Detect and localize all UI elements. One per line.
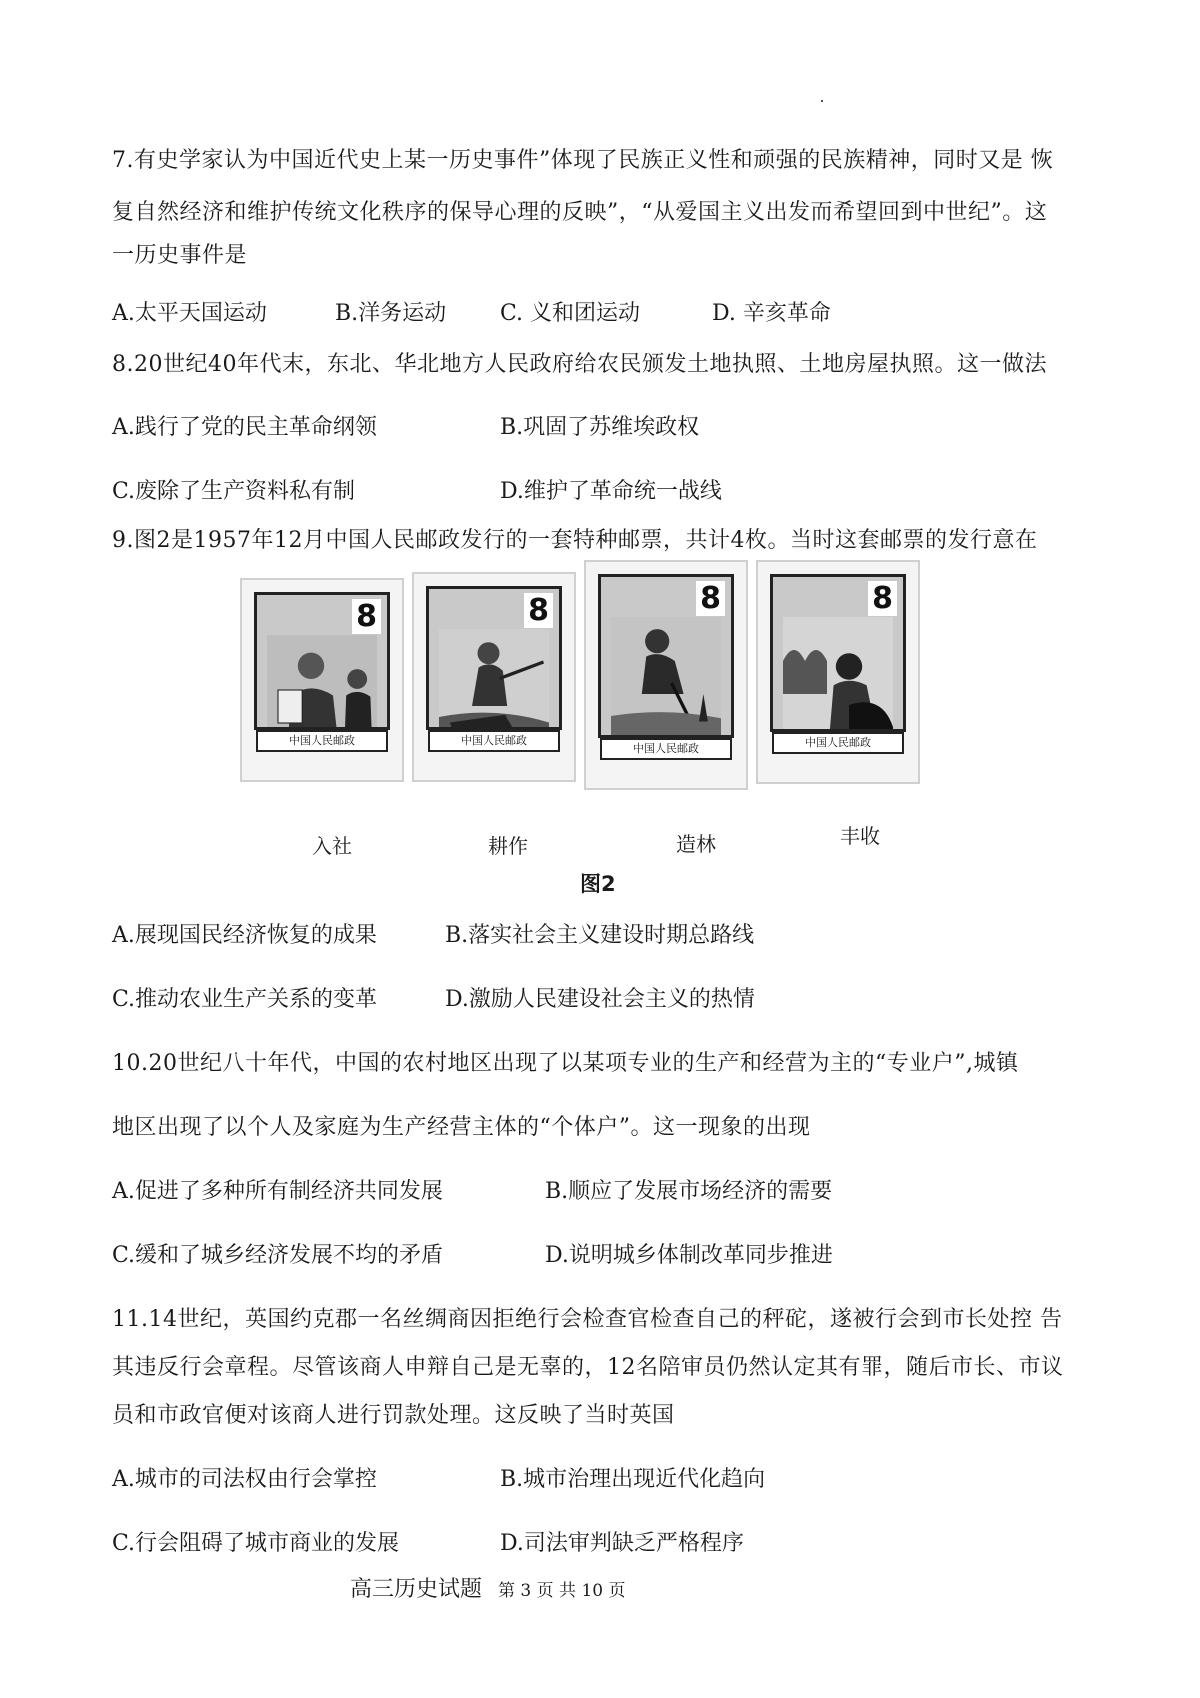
stamp-caption-3: 造林: [676, 832, 716, 856]
q9-stem-line1: 9.图2是1957年12月中国人民邮政发行的一套特种邮票，共计4枚。当时这套邮票的发行意在: [112, 528, 1038, 553]
q7-stem-line2: 复自然经济和维护传统文化秩序的保导心理的反映”，“从爱国主义出发而希望回到中世纪”。这: [112, 200, 1048, 225]
stamp-image: [426, 586, 562, 730]
stamp-afforestation: [584, 560, 748, 790]
q9-option-d: D.激励人民建设社会主义的热情: [445, 987, 755, 1012]
footer-title: 高三历史试题: [350, 1577, 483, 1602]
stamp-illustration: [267, 635, 377, 730]
q8-option-a: A.践行了党的民主革命纲领: [112, 415, 377, 440]
stamp-illustration: [783, 617, 893, 732]
q11-stem-line3: 员和市政官便对该商人进行罚款处理。这反映了当时英国: [112, 1403, 675, 1428]
stamp-illustration: [611, 617, 721, 738]
page-footer: [350, 1572, 625, 1603]
stamp-caption-2: 耕作: [488, 834, 528, 858]
stamp-denomination: 8: [868, 581, 897, 616]
q11-option-b: B.城市治理出现近代化趋向: [500, 1467, 766, 1492]
stamp-denomination: 8: [524, 593, 553, 628]
stamp-illustration: [439, 629, 549, 730]
q8-option-b: B.巩固了苏维埃政权: [500, 415, 700, 440]
stamp-harvest: [756, 560, 920, 784]
figure-label: 图2: [580, 872, 616, 896]
q9-option-b: B.落实社会主义建设时期总路线: [445, 923, 755, 948]
q8-option-d: D.维护了革命统一战线: [500, 479, 722, 504]
stamp-issuer-text: 中国人民邮政: [428, 730, 560, 752]
stamp-issuer-text: 中国人民邮政: [256, 730, 388, 752]
q11-option-d: D.司法审判缺乏严格程序: [500, 1531, 744, 1556]
q10-stem-line1: 10.20世纪八十年代，中国的农村地区出现了以某项专业的生产和经营为主的“专业户”,城镇: [112, 1051, 1019, 1076]
scan-speck: [821, 100, 823, 102]
stamp-set-figure: [240, 560, 960, 820]
stamp-caption-1: 入社: [312, 834, 352, 858]
stamp-farming: [412, 572, 576, 782]
stamp-denomination: 8: [352, 599, 381, 634]
q7-option-d: D. 辛亥革命: [712, 301, 831, 326]
q8-option-c: C.废除了生产资料私有制: [112, 479, 356, 504]
q7-option-c: C. 义和团运动: [500, 301, 641, 326]
q9-option-a: A.展现国民经济恢复的成果: [112, 923, 377, 948]
stamp-issuer-text: 中国人民邮政: [772, 732, 904, 754]
q11-option-c: C.行会阻碍了城市商业的发展: [112, 1531, 400, 1556]
q11-stem-line2: 其违反行会章程。尽管该商人申辩自己是无辜的，12名陪审员仍然认定其有罪，随后市长、市议: [112, 1355, 1064, 1380]
stamp-denomination: 8: [696, 581, 725, 616]
q10-option-d: D.说明城乡体制改革同步推进: [545, 1243, 833, 1268]
stamp-image: [598, 574, 734, 738]
q7-option-b: B.洋务运动: [335, 301, 447, 326]
q11-stem-line1: 11.14世纪，英国约克郡一名丝绸商因拒绝行会检查官检查自己的秤砣，遂被行会到市长处控 告: [112, 1307, 1063, 1332]
q7-option-a: A.太平天国运动: [112, 301, 267, 326]
q7-stem-line1: 7.有史学家认为中国近代史上某一历史事件”体现了民族正义性和顽强的民族精神，同时又是 恢: [112, 148, 1054, 173]
q7-stem-line3: 一历史事件是: [112, 243, 248, 268]
stamp-join-cooperative: [240, 578, 404, 782]
q10-option-a: A.促进了多种所有制经济共同发展: [112, 1179, 443, 1204]
q10-option-c: C.缓和了城乡经济发展不均的矛盾: [112, 1243, 444, 1268]
q9-option-c: C.推动农业生产关系的变革: [112, 987, 378, 1012]
q11-option-a: A.城市的司法权由行会掌控: [112, 1467, 377, 1492]
stamp-image: [254, 592, 390, 730]
footer-page-number: 第 3 页 共 10 页: [498, 1581, 626, 1601]
stamp-issuer-text: 中国人民邮政: [600, 738, 732, 760]
q10-option-b: B.顺应了发展市场经济的需要: [545, 1179, 833, 1204]
q10-stem-line2: 地区出现了以个人及家庭为生产经营主体的“个体户”。这一现象的出现: [112, 1115, 811, 1140]
stamp-image: [770, 574, 906, 732]
stamp-caption-4: 丰收: [840, 824, 880, 848]
q8-stem-line1: 8.20世纪40年代末，东北、华北地方人民政府给农民颁发土地执照、土地房屋执照。这一做法: [112, 352, 1047, 377]
